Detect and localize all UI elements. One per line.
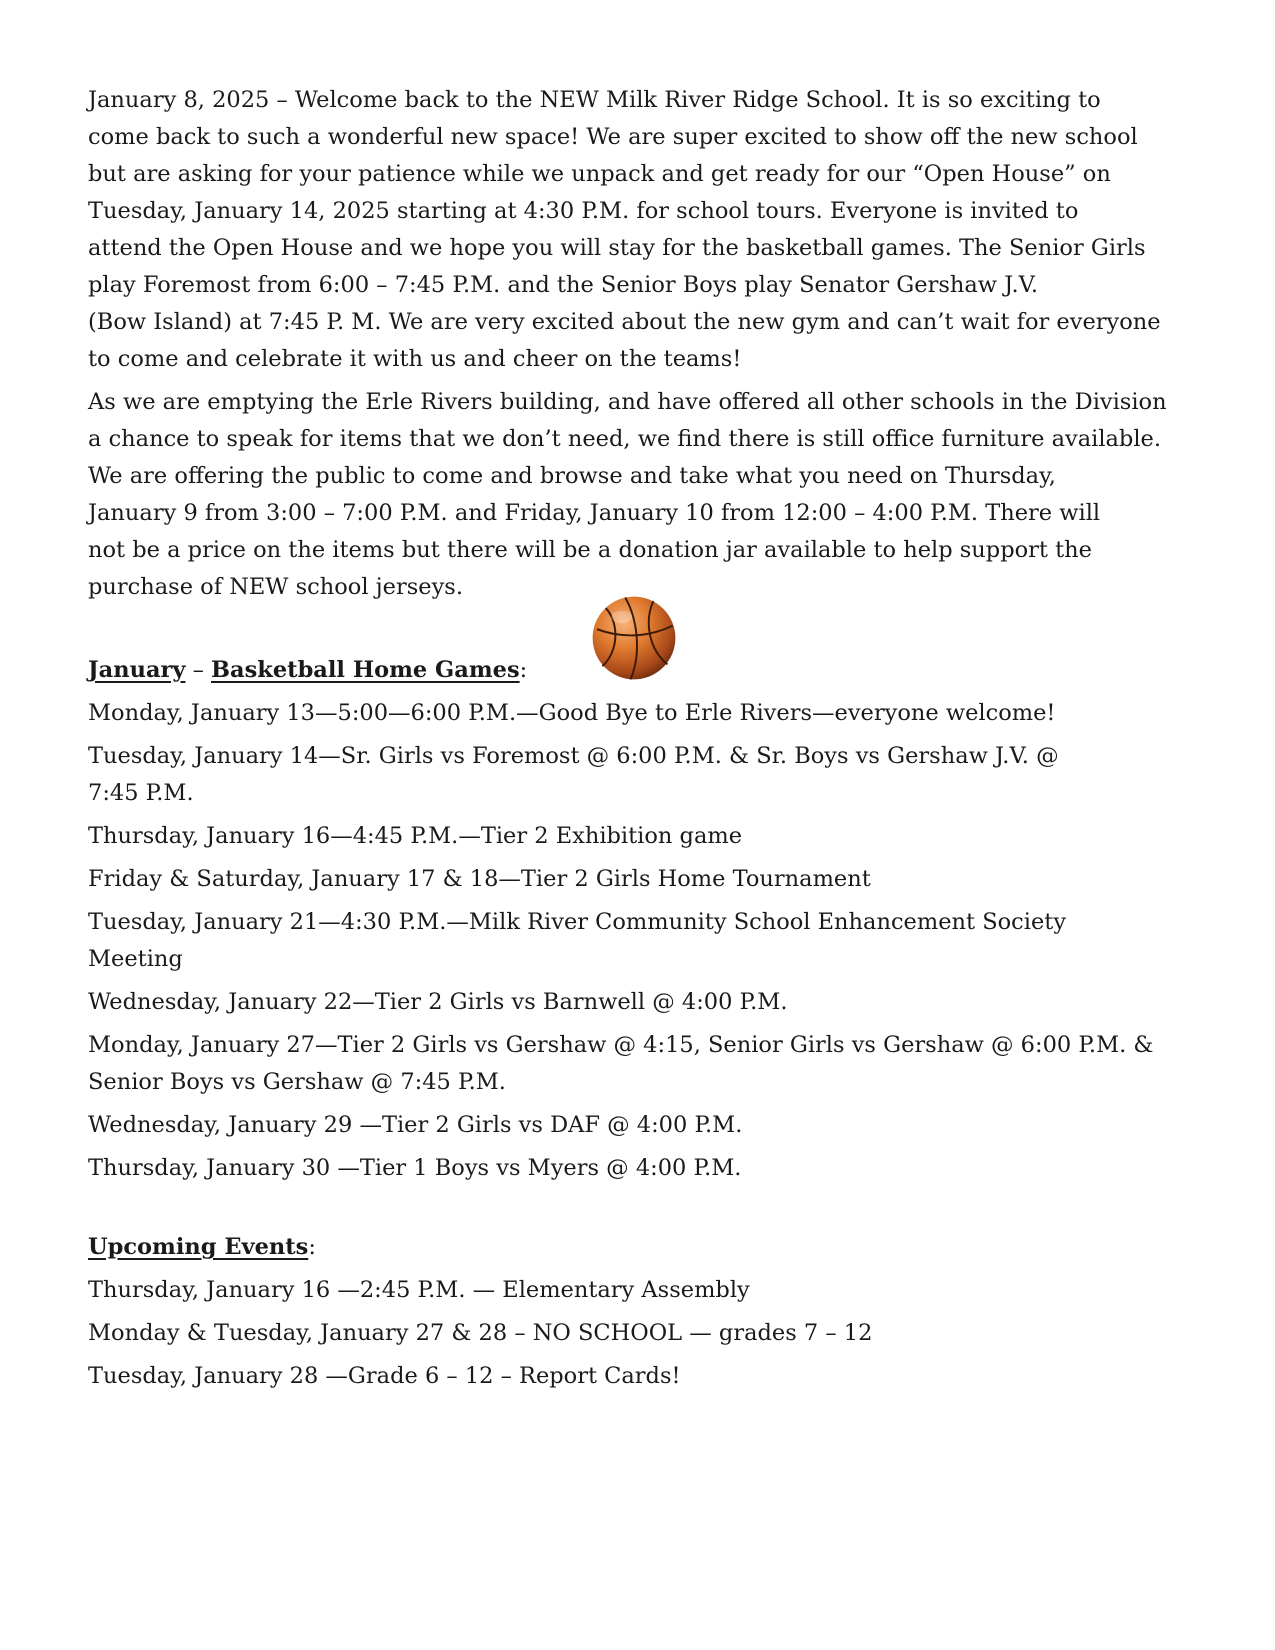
- game-line: Tuesday, January 21—4:30 P.M.—Milk River Community School Enhancement Society: [88, 909, 1067, 935]
- game-line: Tuesday, January 14—Sr. Girls vs Foremost @ 6:00 P.M. & Sr. Boys vs Gershaw J.V. @: [88, 743, 1059, 769]
- basketball-game-item: [88, 1150, 1198, 1187]
- intro-line: (Bow Island) at 7:45 P. M. We are very excited about the new gym and can’t wait for everyone: [88, 309, 1161, 335]
- game-line: Wednesday, January 29 —Tier 2 Girls vs DAF @ 4:00 P.M.: [88, 1112, 743, 1138]
- intro-line: come back to such a wonderful new space! We are super excited to show off the new school: [88, 124, 1138, 150]
- basketball-game-item: [88, 861, 1198, 898]
- furniture-line: As we are emptying the Erle Rivers building, and have offered all other schools in the Division: [88, 389, 1167, 415]
- intro-line: play Foremost from 6:00 – 7:45 P.M. and the Senior Boys play Senator Gershaw J.V.: [88, 272, 1039, 298]
- game-line: Wednesday, January 22—Tier 2 Girls vs Barnwell @ 4:00 P.M.: [88, 989, 788, 1015]
- furniture-line: purchase of NEW school jerseys.: [88, 574, 463, 600]
- newsletter-page: [88, 82, 1198, 1401]
- basketball-heading-separator: –: [185, 657, 212, 683]
- intro-line: attend the Open House and we hope you will stay for the basketball games. The Senior Girls: [88, 235, 1146, 261]
- game-line: Meeting: [88, 946, 183, 972]
- basketball-game-item: [88, 738, 1198, 812]
- upcoming-event-item: Monday & Tuesday, January 27 & 28 – NO SCHOOL — grades 7 – 12: [88, 1320, 873, 1346]
- furniture-line: not be a price on the items but there will be a donation jar available to help support the: [88, 537, 1092, 563]
- intro-line: but are asking for your patience while we unpack and get ready for our “Open House” on: [88, 161, 1111, 187]
- upcoming-heading-title: Upcoming Events: [88, 1234, 309, 1260]
- game-line: Monday, January 13—5:00—6:00 P.M.—Good Bye to Erle Rivers—everyone welcome!: [88, 700, 1056, 726]
- game-line: Thursday, January 16—4:45 P.M.—Tier 2 Exhibition game: [88, 823, 743, 849]
- upcoming-event-item: Tuesday, January 28 —Grade 6 – 12 – Report Cards!: [88, 1363, 681, 1389]
- game-line: Senior Boys vs Gershaw @ 7:45 P.M.: [88, 1069, 506, 1095]
- basketball-heading-month: January: [88, 657, 186, 683]
- basketball-game-item: [88, 818, 1198, 855]
- game-line: Monday, January 27—Tier 2 Girls vs Gershaw @ 4:15, Senior Girls vs Gershaw @ 6:00 P.M. &: [88, 1032, 1154, 1058]
- furniture-line: We are offering the public to come and browse and take what you need on Thursday,: [88, 463, 1056, 489]
- basketball-icon: [590, 594, 678, 682]
- upcoming-heading-colon: :: [308, 1234, 316, 1260]
- basketball-heading: [88, 652, 1198, 689]
- game-line: Thursday, January 30 —Tier 1 Boys vs Myers @ 4:00 P.M.: [88, 1155, 742, 1181]
- basketball-game-item: [88, 984, 1198, 1021]
- basketball-heading-title: Basketball Home Games: [211, 657, 520, 683]
- intro-line: to come and celebrate it with us and cheer on the teams!: [88, 346, 742, 372]
- furniture-line: January 9 from 3:00 – 7:00 P.M. and Friday, January 10 from 12:00 – 4:00 P.M. There will: [88, 500, 1101, 526]
- basketball-game-item: [88, 904, 1198, 978]
- furniture-line: a chance to speak for items that we don’t need, we find there is still office furniture available.: [88, 426, 1161, 452]
- furniture-paragraph: [88, 384, 1198, 606]
- basketball-heading-colon: :: [519, 657, 528, 683]
- basketball-game-item: [88, 695, 1198, 732]
- upcoming-event-item: Thursday, January 16 —2:45 P.M. — Elementary Assembly: [88, 1277, 750, 1303]
- basketball-game-item: [88, 1027, 1198, 1101]
- basketball-game-item: [88, 1107, 1198, 1144]
- intro-line: Tuesday, January 14, 2025 starting at 4:30 P.M. for school tours. Everyone is invited to: [88, 198, 1079, 224]
- intro-line: January 8, 2025 – Welcome back to the NEW Milk River Ridge School. It is so exciting to: [88, 87, 1101, 113]
- game-line: Friday & Saturday, January 17 & 18—Tier 2 Girls Home Tournament: [88, 866, 871, 892]
- game-line: 7:45 P.M.: [88, 780, 194, 806]
- upcoming-heading: [88, 1229, 1198, 1266]
- intro-paragraph: [88, 82, 1198, 378]
